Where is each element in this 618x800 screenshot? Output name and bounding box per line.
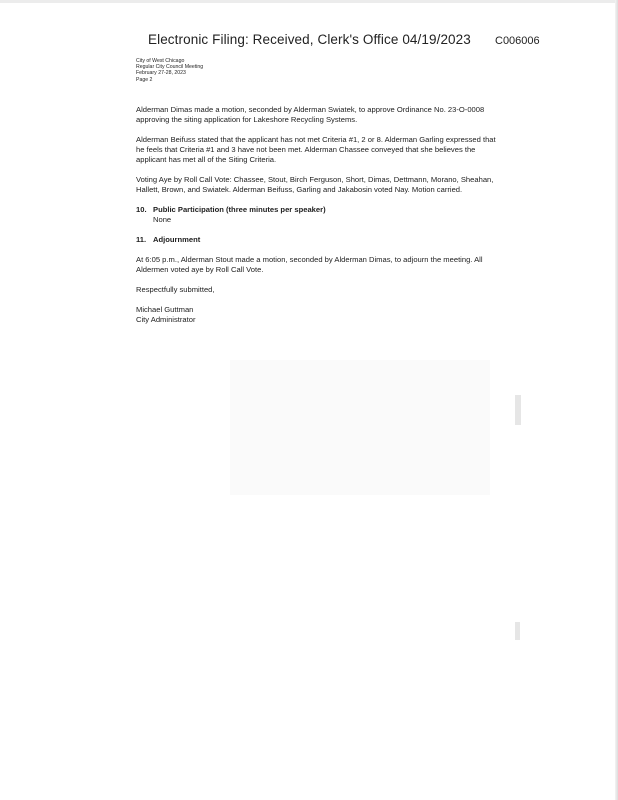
vote-paragraph: Voting Aye by Roll Call Vote: Chassee, Stout, Birch Ferguson, Short, Dimas, Dettmann, Morano, Sheahan, Hallett, Brown, and Swiatek. Alderman Beifuss, Garling and Jakabosin voted Nay. Motion carried.	[136, 174, 494, 194]
section-number: 10.	[136, 204, 147, 214]
signer-name: Michael Guttman	[136, 304, 194, 314]
signer-title: City Administrator	[136, 314, 196, 324]
motion-paragraph: Alderman Dimas made a motion, seconded by Alderman Swiatek, to approve Ordinance No. 23-O-0008 approving the siting application for Lakeshore Recycling Systems.	[136, 104, 485, 124]
adjournment-paragraph: At 6:05 p.m., Alderman Stout made a motion, seconded by Alderman Dimas, to adjourn the meeting. All Aldermen voted aye by Roll Call Vote.	[136, 254, 483, 274]
scan-artifact	[515, 622, 520, 640]
meta-meeting: Regular City Council Meeting	[136, 64, 204, 71]
closing-text: Respectfully submitted,	[136, 284, 215, 294]
discussion-paragraph: Alderman Beifuss stated that the applicant has not met Criteria #1, 2 or 8. Alderman Garling expressed that he feels that Criteria #1 and 3 have not been met. Alderman Chassee conveyed that she believes the applicant has met all of the Siting Criteria.	[136, 134, 496, 164]
meta-date: February 27-28, 2023	[136, 70, 186, 77]
section-heading	[136, 235, 496, 245]
meta-city: City of West Chicago	[136, 58, 185, 64]
page-top-edge	[0, 0, 618, 3]
filing-stamp-header: Electronic Filing: Received, Clerk's Office 04/19/2023	[148, 32, 471, 47]
meta-page: Page 2	[136, 76, 153, 83]
scan-artifact	[515, 395, 521, 425]
document-body	[136, 58, 496, 325]
scan-artifact	[230, 360, 490, 495]
document-meta	[136, 58, 496, 83]
document-id: C006006	[495, 35, 540, 47]
section-body: None	[153, 214, 172, 224]
section-title: Adjournment	[153, 234, 201, 244]
section-title: Public Participation (three minutes per speaker)	[153, 204, 326, 214]
section-number: 11.	[136, 234, 147, 244]
section-heading	[136, 205, 496, 215]
